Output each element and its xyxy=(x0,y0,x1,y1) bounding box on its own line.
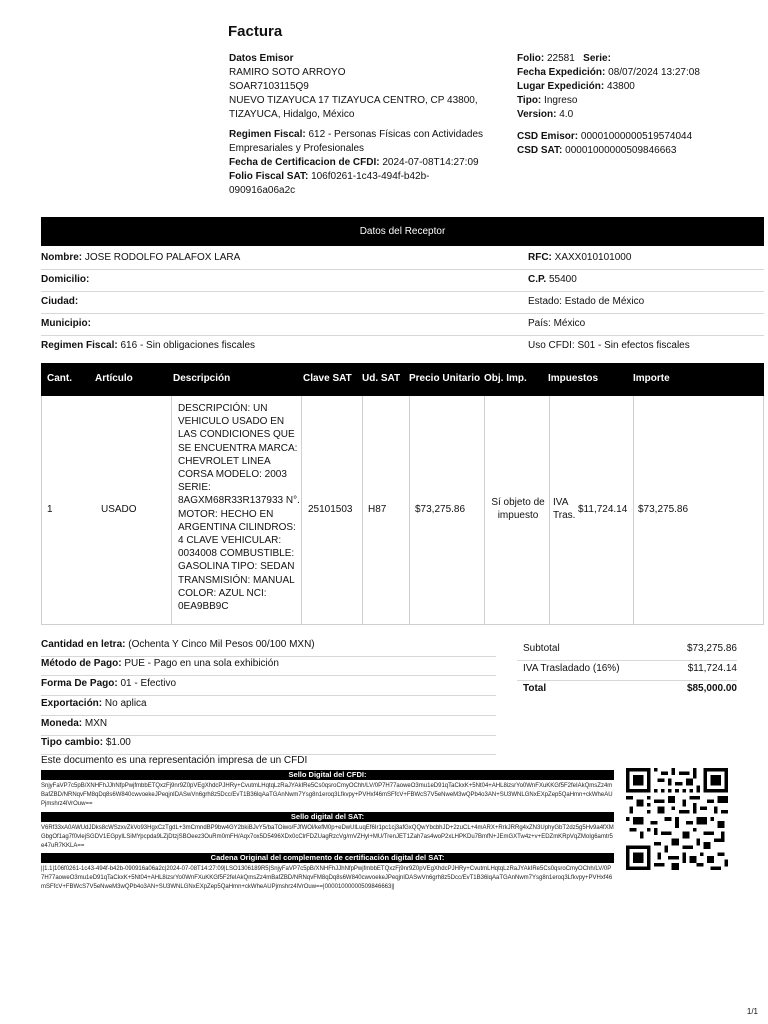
col-impuestos: Impuestos xyxy=(548,373,599,384)
folio-fiscal-value: 106f0261-1c43-494f-b42b-090916a06a2c xyxy=(229,171,430,196)
rfc-label: RFC: xyxy=(528,252,552,263)
table-row xyxy=(41,396,764,625)
emisor-address-line1: NUEVO TIZAYUCA 17 TIZAYUCA CENTRO, CP 43800, xyxy=(229,95,478,106)
lugar-value: 43800 xyxy=(607,81,635,92)
fecha-value: 08/07/2024 13:27:08 xyxy=(608,67,700,78)
version-label: Version: xyxy=(517,109,557,120)
total-label: Total xyxy=(523,683,547,694)
iva-value: $11,724.14 xyxy=(687,663,737,674)
invoice-info-block xyxy=(517,52,757,122)
col-importe: Importe xyxy=(633,373,670,384)
cell-importe: $73,275.86 xyxy=(638,504,689,515)
sello-cfdi-text: SnjyFaVP7c5pB/XNHFhJJhNfpPwjfmbbETQxzFj9nr9Z0pVEgXhdcPJHRy+CvutmLHqtqLzRaJYAkIRe5Cs0qsroCmyOChh/LV/0P7H77aoweO3mu1eD91qTaCkxK+5Nt04+AHL8izsrYo0WnFXuKKGf5F2feIAkQmsZz4mBafZBD/NRNqvFM8qDq8s6W840cwvoekeJPeqjnIDASwVn6grh8z5Dcc/EvT1B36lqAaTGAnNwm7Ysg8n1eroq3Lfkvpy+PVHxf46mSFfcV+FBWcS7V5eNweM3wQPb4o3AN+SU3WNLGNxEXpZep5QaHmn+ckWheAUPjmshrz4lVrOuw== xyxy=(41,783,613,807)
serie-label: Serie: xyxy=(583,53,611,64)
cantidad-value: (Ochenta Y Cinco Mil Pesos 00/100 MXN) xyxy=(128,639,315,650)
emisor-rfc: SOAR7103115Q9 xyxy=(229,81,309,92)
tipo-cambio-value: $1.00 xyxy=(105,737,131,748)
cell-articulo: USADO xyxy=(101,504,137,515)
cell-descripcion: DESCRIPCIÓN: UN VEHICULO USADO EN LAS CONDICIONES QUE SE ENCUENTRA MARCA: CHEVROLET LINEA CORSA MODELO: 2003 SERIE: 8AGXM68R33R137933 N°. MOTOR: HECHO EN ARGENTINA CILINDROS: 4 CLAVE VEHICULAR: 0034008 COMBUSTIBLE: GASOLINA TIPO: SEDAN TRANSMISIÓN: MANUAL COLOR: AZUL NCI: 0EA9BB9C xyxy=(178,403,300,613)
regimen-label: Regimen Fiscal: xyxy=(229,129,306,140)
qr-code-image xyxy=(626,768,728,870)
cell-ud-sat: H87 xyxy=(368,504,387,515)
col-cant: Cant. xyxy=(47,373,72,384)
col-articulo: Artículo xyxy=(95,373,133,384)
cadena-original-heading: Cadena Original del complemento de certificación digital del SAT: xyxy=(41,853,614,863)
folio-label: Folio: xyxy=(517,53,545,64)
iva-label: IVA Trasladado (16%) xyxy=(523,663,620,674)
nombre-value: JOSE RODOLFO PALAFOX LARA xyxy=(84,252,241,263)
rfc-value: XAXX010101000 xyxy=(554,252,632,263)
domicilio-label: Domicilio: xyxy=(41,274,90,285)
cell-precio: $73,275.86 xyxy=(415,504,466,515)
moneda-label: Moneda: xyxy=(41,718,83,729)
emisor-fiscal-block xyxy=(229,128,491,198)
exportacion-label: Exportación: xyxy=(41,698,103,709)
cell-clave-sat: 25101503 xyxy=(308,504,353,515)
version-value: 4.0 xyxy=(559,109,574,120)
lugar-label: Lugar Expedición: xyxy=(517,81,605,92)
cell-imp-tipo: IVA Tras. xyxy=(553,497,576,521)
receptor-row-regimen xyxy=(41,335,764,357)
pais-text: País: México xyxy=(528,318,586,329)
metodo-value: PUE - Pago en una sola exhibición xyxy=(124,658,279,669)
forma-value: 01 - Efectivo xyxy=(120,678,177,689)
col-descripcion: Descripción xyxy=(173,373,231,384)
emisor-block xyxy=(229,52,499,122)
col-clave-sat: Clave SAT xyxy=(303,373,352,384)
col-obj-imp: Obj. Imp. xyxy=(484,373,527,384)
cell-cant: 1 xyxy=(47,504,53,515)
cfdi-representation-note: Este documento es una representación impresa de un CFDI xyxy=(41,755,308,766)
csd-block xyxy=(517,130,757,158)
page-number: 1/1 xyxy=(746,1007,758,1016)
cp-value: 55400 xyxy=(548,274,577,285)
sello-sat-heading: Sello digital del SAT: xyxy=(41,812,614,822)
tipo-label: Tipo: xyxy=(517,95,542,106)
cert-label: Fecha de Certificacion de CFDI: xyxy=(229,157,380,168)
metodo-label: Método de Pago: xyxy=(41,658,122,669)
cp-label: C.P. xyxy=(528,274,547,285)
col-precio-unitario: Precio Unitario xyxy=(409,373,481,384)
forma-label: Forma De Pago: xyxy=(41,678,118,689)
emisor-address-line2: TIZAYUCA, Hidalgo, México xyxy=(229,109,355,120)
sello-sat-text: V6Rf33xA0AWUdJDks8cWSzxvZkVo93HgxCzTgdL+3mCmndBP9bw4GY2bkiBJvY5/baTOiwo/FJfWOl/kefM0p+eDwUlLuqEf6Ir1pc1cj3afGxQQwYbcbhJD+2zuCL+4mARX+RrkJRRg4xZN3UphyGbT2dz5g5Hv9a4fXMGbgOf1ag7f0vlejSGDV1EGpyILSiMYpcpda9LZjDtzjSBOeez3OuRm0mFH/Aqx7ox5D5496XDx0cClrFDZUagRzcVg/mVZHyl+MU/TrenJET1Zah7as4woP2xLHPKDu7BmfN+JEmGXTw4z+v+EDZmKRpVqZMoIg6amtr5e47uR7KKLA== xyxy=(41,825,614,849)
receptor-regimen-label: Regimen Fiscal: xyxy=(41,340,118,351)
receptor-row-municipio xyxy=(41,313,764,336)
fecha-label: Fecha Expedición: xyxy=(517,67,606,78)
csd-sat-label: CSD SAT: xyxy=(517,145,563,156)
receptor-heading: Datos del Receptor xyxy=(41,217,764,246)
tipo-value: Ingreso xyxy=(544,95,578,106)
municipio-label: Municipio: xyxy=(41,318,91,329)
emisor-heading: Datos Emisor xyxy=(229,53,294,64)
document-title: Factura xyxy=(228,23,283,40)
ciudad-label: Ciudad: xyxy=(41,296,79,307)
receptor-row-ciudad xyxy=(41,291,764,314)
folio-value: 22581 xyxy=(547,53,575,64)
subtotal-label: Subtotal xyxy=(523,643,560,654)
nombre-label: Nombre: xyxy=(41,252,83,263)
cantidad-label: Cantidad en letra: xyxy=(41,639,126,650)
uso-cfdi-text: Uso CFDI: S01 - Sin efectos fiscales xyxy=(528,340,690,351)
col-ud-sat: Ud. SAT xyxy=(362,373,401,384)
receptor-regimen-value: 616 - Sin obligaciones fiscales xyxy=(120,340,256,351)
csd-sat-value: 00001000000509846663 xyxy=(565,145,677,156)
estado-text: Estado: Estado de México xyxy=(528,296,645,307)
receptor-row-nombre xyxy=(41,247,764,270)
cell-obj-imp: Sí objeto de impuesto xyxy=(491,497,545,521)
cadena-original-text: ||1.1|106f0261-1c43-494f-b42b-090916a06a2c|2024-07-08T14:27:09|LSO1306189R5|SnjyFaVP7c5pB/XNHFhJJhNfpPwjfmbbETQxzFj9nr9Z0pVEgXhdcPJHRy+CvutmLHqtqLzRaJYAkIRe5Cs0qsroCmyOChh/LV/0P7H77aoweO3mu1eD91qTaCkxK+5Nt04+AHL8izsrYo0WnFXuKKGf5F2feIAkQmsZz4mBafZBD/NRNqvFM8qDq8s6W840cwvoekeJPeqjnIDASwVn6grh8z5Dcc/EvT1B36lqAaTGAnNwm7Ysg8n1eroq3Lfkvpy+PVHxf46mSFfcV+FBWcS7V5eNweM3wQPb4o3AN+SU3WNLGNxEXpZep5QaHmn+ckWheAUPjmshrz4lVrOuw==|00001000000509846663|| xyxy=(41,866,613,890)
cert-value: 2024-07-08T14:27:09 xyxy=(382,157,479,168)
receptor-row-domicilio xyxy=(41,269,764,292)
sello-cfdi-heading: Sello Digital del CFDI: xyxy=(41,770,614,780)
total-value: $85,000.00 xyxy=(686,683,737,694)
cell-imp-valor: $11,724.14 xyxy=(578,504,628,515)
tipo-cambio-label: Tipo cambio: xyxy=(41,737,104,748)
exportacion-value: No aplica xyxy=(104,698,147,709)
items-table-header xyxy=(41,363,764,396)
csd-emisor-label: CSD Emisor: xyxy=(517,131,579,142)
subtotal-value: $73,275.86 xyxy=(686,643,737,654)
emisor-name: RAMIRO SOTO ARROYO xyxy=(229,67,346,78)
csd-emisor-value: 00001000000519574044 xyxy=(580,131,693,142)
moneda-value: MXN xyxy=(84,718,108,729)
folio-fiscal-label: Folio Fiscal SAT: xyxy=(229,171,309,182)
regimen-value: 612 - Personas Físicas con Actividades Empresariales y Profesionales xyxy=(229,129,484,154)
